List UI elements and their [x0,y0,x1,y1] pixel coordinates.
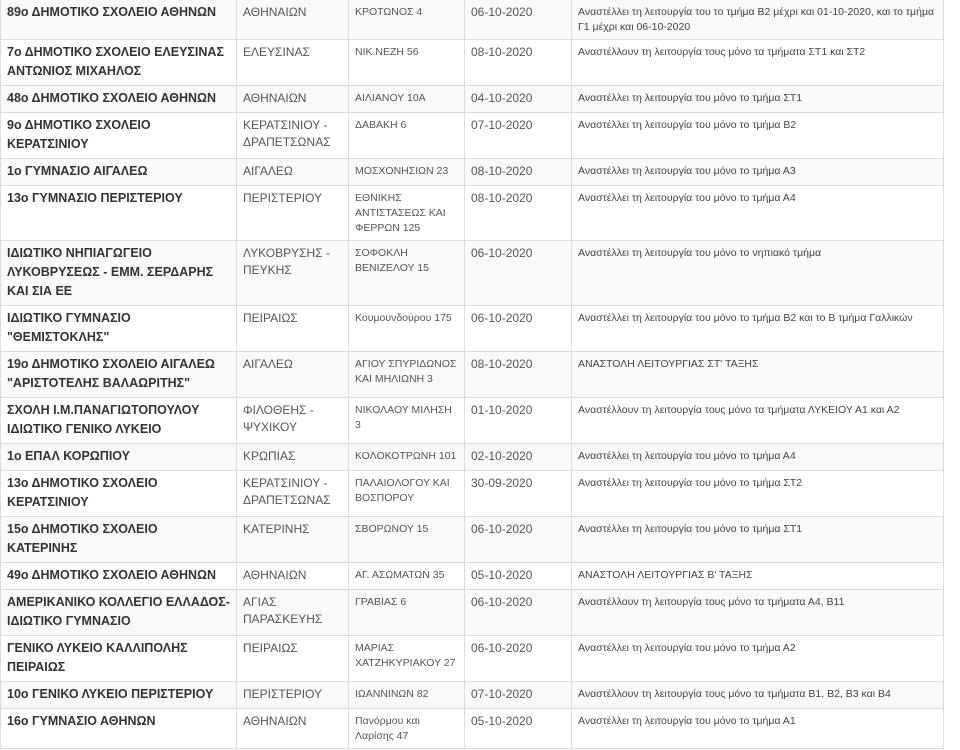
address-cell: ΚΡΟΤΩΝΟΣ 4 [349,0,465,40]
suspension-description-cell: Αναστέλλει τη λειτουργία του μόνο το τμήμα ΣΤ1 [572,86,944,113]
municipality-cell: ΚΡΩΠΙΑΣ [237,444,349,471]
suspension-description-cell: ΑΝΑΣΤΟΛΗ ΛΕΙΤΟΥΡΓΙΑΣ ΣΤ' ΤΑΞΗΣ [572,352,944,398]
address-cell: ΜΑΡΙΑΣ ΧΑΤΖΗΚΥΡΙΑΚΟΥ 27 [349,636,465,682]
suspension-description-cell: Αναστέλλει τη λειτουργία του μόνο το τμήμα Α2 [572,636,944,682]
municipality-cell: ΑΙΓΑΛΕΩ [237,159,349,186]
address-cell: ΚΟΛΟΚΟΤΡΩΝΗ 101 [349,444,465,471]
suspension-description-cell: Αναστέλλουν τη λειτουργία τους μόνο τα τμήματα Α4, Β11 [572,590,944,636]
table-row [1,590,944,636]
school-name-cell: ΙΔΙΩΤΙΚΟ ΓΥΜΝΑΣΙΟ "ΘΕΜΙΣΤΟΚΛΗΣ" [1,306,237,352]
suspension-date-cell: 04-10-2020 [465,86,572,113]
municipality-cell: ΑΘΗΝΑΙΩΝ [237,709,349,749]
municipality-cell: ΛΥΚΟΒΡΥΣΗΣ - ΠΕΥΚΗΣ [237,241,349,306]
suspension-date-cell: 07-10-2020 [465,113,572,159]
table-body [1,0,944,749]
address-cell: Κουμουνδούρου 175 [349,306,465,352]
table-row [1,517,944,563]
suspension-description-cell: Αναστέλλει τη λειτουργία του μόνο το τμήμα Α4 [572,444,944,471]
school-name-cell: 49ο ΔΗΜΟΤΙΚΟ ΣΧΟΛΕΙΟ ΑΘΗΝΩΝ [1,563,237,590]
suspension-description-cell: Αναστέλλει τη λειτουργία του μόνο το τμήμα ΣΤ1 [572,517,944,563]
suspension-description-cell: Αναστέλλει τη λειτουργία του μόνο το τμήμα Α4 [572,186,944,241]
suspension-date-cell: 06-10-2020 [465,306,572,352]
suspension-date-cell: 08-10-2020 [465,159,572,186]
address-cell: ΑΓΙΟΥ ΣΠΥΡΙΔΩΝΟΣ ΚΑΙ ΜΗΛΙΩΝΗ 3 [349,352,465,398]
suspension-date-cell: 06-10-2020 [465,517,572,563]
table-row [1,636,944,682]
address-cell: ΑΙΛΙΑΝΟΥ 10Α [349,86,465,113]
suspension-description-cell: Αναστέλλουν τη λειτουργία τους μόνο τα τμήματα ΣΤ1 και ΣΤ2 [572,40,944,86]
municipality-cell: ΑΘΗΝΑΙΩΝ [237,86,349,113]
suspension-date-cell: 06-10-2020 [465,0,572,40]
suspension-date-cell: 01-10-2020 [465,398,572,444]
school-name-cell: 1ο ΓΥΜΝΑΣΙΟ ΑΙΓΑΛΕΩ [1,159,237,186]
table-row [1,186,944,241]
municipality-cell: ΚΑΤΕΡΙΝΗΣ [237,517,349,563]
address-cell: ΜΟΣΧΟΝΗΣΙΩΝ 23 [349,159,465,186]
suspension-date-cell: 05-10-2020 [465,563,572,590]
table-row [1,682,944,709]
suspension-description-cell: Αναστέλλει τη λειτουργία του μόνο το τμήμα Β2 [572,113,944,159]
suspension-date-cell: 05-10-2020 [465,709,572,749]
school-name-cell: 16ο ΓΥΜΝΑΣΙΟ ΑΘΗΝΩΝ [1,709,237,749]
school-name-cell: ΙΔΙΩΤΙΚΟ ΝΗΠΙΑΓΩΓΕΙΟ ΛΥΚΟΒΡΥΣΕΩΣ - ΕΜΜ. ΣΕΡΔΑΡΗΣ ΚΑΙ ΣΙΑ ΕΕ [1,241,237,306]
suspension-date-cell: 06-10-2020 [465,241,572,306]
table-row [1,113,944,159]
municipality-cell: ΠΕΡΙΣΤΕΡΙΟΥ [237,682,349,709]
suspension-date-cell: 06-10-2020 [465,590,572,636]
municipality-cell: ΕΛΕΥΣΙΝΑΣ [237,40,349,86]
address-cell: ΝΙΚΟΛΑΟΥ ΜΙΛΗΣΗ 3 [349,398,465,444]
suspension-description-cell: Αναστέλλει τη λειτουργία του μόνο το τμήμα Α3 [572,159,944,186]
address-cell: ΠΑΛΑΙΟΛΟΓΟΥ ΚΑΙ ΒΟΣΠΟΡΟΥ [349,471,465,517]
table-row [1,0,944,40]
table-row [1,471,944,517]
address-cell: ΣΟΦΟΚΛΗ ΒΕΝΙΖΕΛΟΥ 15 [349,241,465,306]
table-row [1,159,944,186]
table-row [1,306,944,352]
address-cell: ΔΑΒΑΚΗ 6 [349,113,465,159]
school-name-cell: 15ο ΔΗΜΟΤΙΚΟ ΣΧΟΛΕΙΟ ΚΑΤΕΡΙΝΗΣ [1,517,237,563]
school-name-cell: 19ο ΔΗΜΟΤΙΚΟ ΣΧΟΛΕΙΟ ΑΙΓΑΛΕΩ "ΑΡΙΣΤΟΤΕΛΗΣ ΒΑΛΑΩΡΙΤΗΣ" [1,352,237,398]
table-row [1,40,944,86]
table-row [1,352,944,398]
address-cell: ΕΘΝΙΚΗΣ ΑΝΤΙΣΤΑΣΕΩΣ ΚΑΙ ΦΕΡΡΩΝ 125 [349,186,465,241]
suspension-description-cell: Αναστέλλει τη λειτουργία του μόνο το τμήμα Β2 και το Β τμήμα Γαλλικών [572,306,944,352]
address-cell: ΣΒΟΡΩΝΟΥ 15 [349,517,465,563]
address-cell: ΝΙΚ.ΝΕΖΗ 56 [349,40,465,86]
suspension-description-cell: Αναστέλλει τη λειτουργία του μόνο το νηπιακό τμήμα [572,241,944,306]
school-name-cell: ΓΕΝΙΚΟ ΛΥΚΕΙΟ ΚΑΛΛΙΠΟΛΗΣ ΠΕΙΡΑΙΩΣ [1,636,237,682]
table-row [1,86,944,113]
table-row [1,241,944,306]
school-name-cell: 89ο ΔΗΜΟΤΙΚΟ ΣΧΟΛΕΙΟ ΑΘΗΝΩΝ [1,0,237,40]
municipality-cell: ΑΙΓΑΛΕΩ [237,352,349,398]
address-cell: Πανόρμου και Λαρίσης 47 [349,709,465,749]
municipality-cell: ΑΘΗΝΑΙΩΝ [237,0,349,40]
municipality-cell: ΚΕΡΑΤΣΙΝΙΟΥ - ΔΡΑΠΕΤΣΩΝΑΣ [237,113,349,159]
address-cell: ΓΡΑΒΙΑΣ 6 [349,590,465,636]
school-name-cell: 48ο ΔΗΜΟΤΙΚΟ ΣΧΟΛΕΙΟ ΑΘΗΝΩΝ [1,86,237,113]
suspension-description-cell: ΑΝΑΣΤΟΛΗ ΛΕΙΤΟΥΡΓΙΑΣ Β' ΤΑΞΗΣ [572,563,944,590]
municipality-cell: ΑΓΙΑΣ ΠΑΡΑΣΚΕΥΗΣ [237,590,349,636]
school-name-cell: ΑΜΕΡΙΚΑΝΙΚΟ ΚΟΛΛΕΓΙΟ ΕΛΛΑΔΟΣ-ΙΔΙΩΤΙΚΟ ΓΥΜΝΑΣΙΟ [1,590,237,636]
address-cell: ΙΩΑΝΝΙΝΩΝ 82 [349,682,465,709]
municipality-cell: ΠΕΙΡΑΙΩΣ [237,636,349,682]
suspension-date-cell: 07-10-2020 [465,682,572,709]
school-name-cell: 13ο ΔΗΜΟΤΙΚΟ ΣΧΟΛΕΙΟ ΚΕΡΑΤΣΙΝΙΟΥ [1,471,237,517]
municipality-cell: ΦΙΛΟΘΕΗΣ - ΨΥΧΙΚΟΥ [237,398,349,444]
table-row [1,563,944,590]
suspension-date-cell: 30-09-2020 [465,471,572,517]
suspension-description-cell: Αναστέλλει τη λειτουργία του το τμήμα Β2 μέχρι και 01-10-2020, και το τμήμα Γ1 μέχρι και 06-10-2020 [572,0,944,40]
address-cell: ΑΓ. ΑΣΩΜΑΤΩΝ 35 [349,563,465,590]
suspension-date-cell: 06-10-2020 [465,636,572,682]
suspension-description-cell: Αναστέλλουν τη λειτουργία τους μόνο τα τμήματα Β1, Β2, Β3 και Β4 [572,682,944,709]
table-row [1,709,944,749]
suspension-description-cell: Αναστέλλει τη λειτουργία του μόνο το τμήμα ΣΤ2 [572,471,944,517]
table-row [1,444,944,471]
suspension-date-cell: 08-10-2020 [465,40,572,86]
municipality-cell: ΚΕΡΑΤΣΙΝΙΟΥ - ΔΡΑΠΕΤΣΩΝΑΣ [237,471,349,517]
school-name-cell: 1ο ΕΠΑΛ ΚΟΡΩΠΙΟΥ [1,444,237,471]
municipality-cell: ΑΘΗΝΑΙΩΝ [237,563,349,590]
suspension-description-cell: Αναστέλλει τη λειτουργία του μόνο το τμήμα Α1 [572,709,944,749]
suspension-description-cell: Αναστέλλουν τη λειτουργία τους μόνο τα τμήματα ΛΥΚΕΙΟΥ Α1 και Α2 [572,398,944,444]
municipality-cell: ΠΕΡΙΣΤΕΡΙΟΥ [237,186,349,241]
school-name-cell: 10ο ΓΕΝΙΚΟ ΛΥΚΕΙΟ ΠΕΡΙΣΤΕΡΙΟΥ [1,682,237,709]
school-name-cell: 9ο ΔΗΜΟΤΙΚΟ ΣΧΟΛΕΙΟ ΚΕΡΑΤΣΙΝΙΟΥ [1,113,237,159]
suspension-date-cell: 08-10-2020 [465,352,572,398]
school-name-cell: 7ο ΔΗΜΟΤΙΚΟ ΣΧΟΛΕΙΟ ΕΛΕΥΣΙΝΑΣ ΑΝΤΩΝΙΟΣ ΜΙΧΑΗΛΟΣ [1,40,237,86]
table-row [1,398,944,444]
suspension-date-cell: 02-10-2020 [465,444,572,471]
school-name-cell: ΣΧΟΛΗ Ι.Μ.ΠΑΝΑΓΙΩΤΟΠΟΥΛΟΥ ΙΔΙΩΤΙΚΟ ΓΕΝΙΚΟ ΛΥΚΕΙΟ [1,398,237,444]
municipality-cell: ΠΕΙΡΑΙΩΣ [237,306,349,352]
school-name-cell: 13ο ΓΥΜΝΑΣΙΟ ΠΕΡΙΣΤΕΡΙΟΥ [1,186,237,241]
suspension-date-cell: 08-10-2020 [465,186,572,241]
